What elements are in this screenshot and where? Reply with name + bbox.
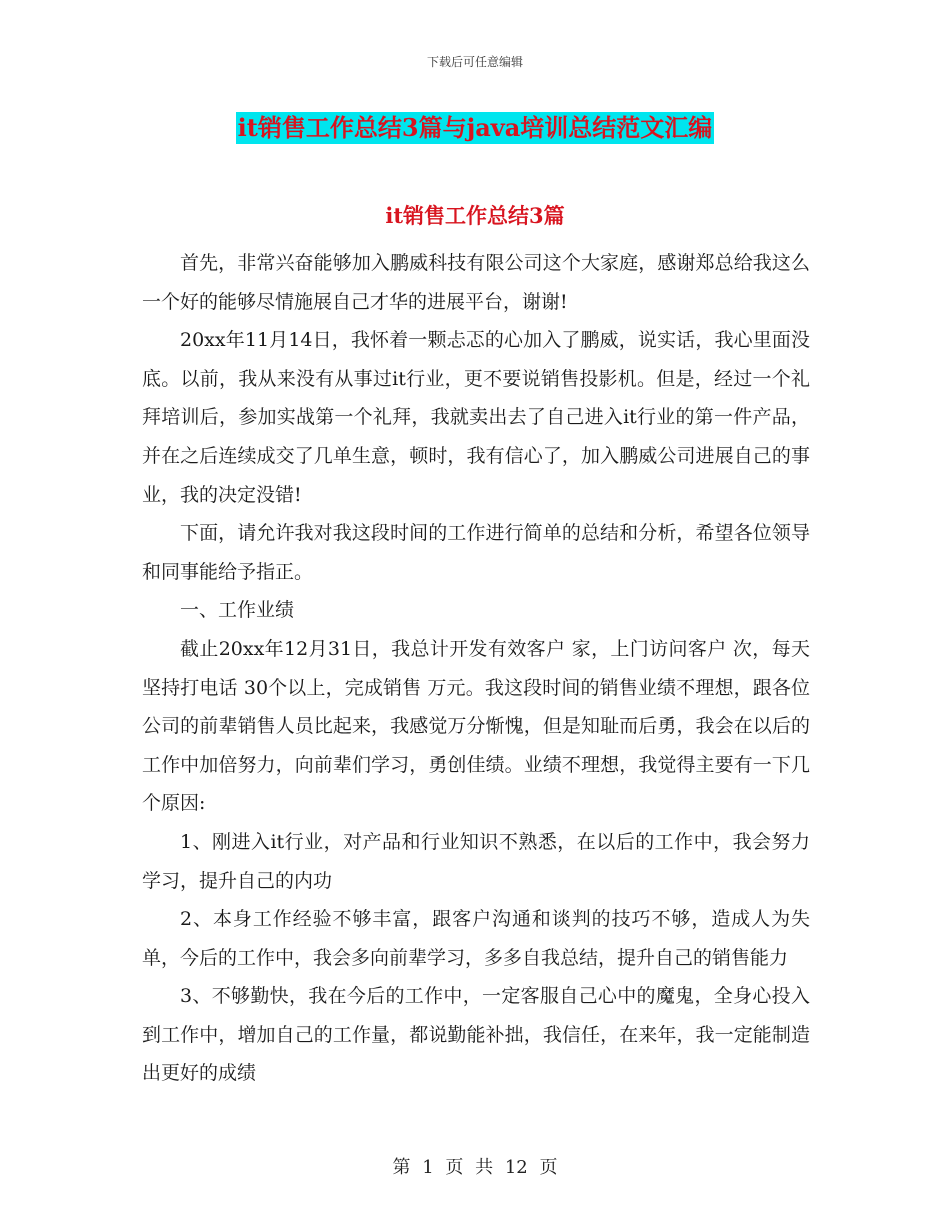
- page-header-note: 下载后可任意编辑: [426, 55, 523, 69]
- section-title: it销售工作总结3篇: [385, 203, 565, 228]
- document-body: [142, 244, 810, 1093]
- list-item: 3、不够勤快，我在今后的工作中，一定客服自己心中的魔鬼，全身心投入到工作中，增加自己的工作量，都说勤能补拙，我信任，在来年，我一定能制造出更好的成绩: [142, 985, 810, 1085]
- list-item: 1、刚进入it行业，对产品和行业知识不熟悉，在以后的工作中，我会努力学习，提升自己的内功: [142, 830, 810, 892]
- paragraph: 20xx年11月14日，我怀着一颗忐忑的心加入了鹏威，说实话，我心里面没底。以前，我从来没有从事过it行业，更不要说销售投影机。但是，经过一个礼拜培训后，参加实战第一个礼拜，我就卖出去了自己进入it行业的第一件产品，并在之后连续成交了几单生意，顿时，我有信心了，加入鹏威公司进展自己的事业，我的决定没错!: [142, 329, 810, 506]
- document-title-container: [0, 112, 950, 144]
- page-number: 第 1 页 共 12 页: [392, 1157, 558, 1178]
- paragraph: 截止20xx年12月31日，我总计开发有效客户 家，上门访问客户 次，每天坚持打电话 30个以上，完成销售 万元。我这段时间的销售业绩不理想，跟各位公司的前辈销售人员比起来，我感觉万分惭愧，但是知耻而后勇，我会在以后的工作中加倍努力，向前辈们学习，勇创佳绩。业绩不理想，我觉得主要有一下几个原因:: [142, 637, 810, 815]
- paragraph: 下面，请允许我对我这段时间的工作进行简单的总结和分析，希望各位领导和同事能给予指正。: [142, 522, 810, 583]
- list-item: 2、本身工作经验不够丰富，跟客户沟通和谈判的技巧不够，造成人为失单，今后的工作中，我会多向前辈学习，多多自我总结，提升自己的销售能力: [142, 908, 810, 969]
- document-title: it销售工作总结3篇与java培训总结范文汇编: [237, 113, 713, 142]
- subheading: 一、工作业绩: [180, 599, 295, 622]
- paragraph: 首先，非常兴奋能够加入鹏威科技有限公司这个大家庭，感谢郑总给我这么一个好的能够尽情施展自己才华的进展平台，谢谢!: [142, 252, 810, 313]
